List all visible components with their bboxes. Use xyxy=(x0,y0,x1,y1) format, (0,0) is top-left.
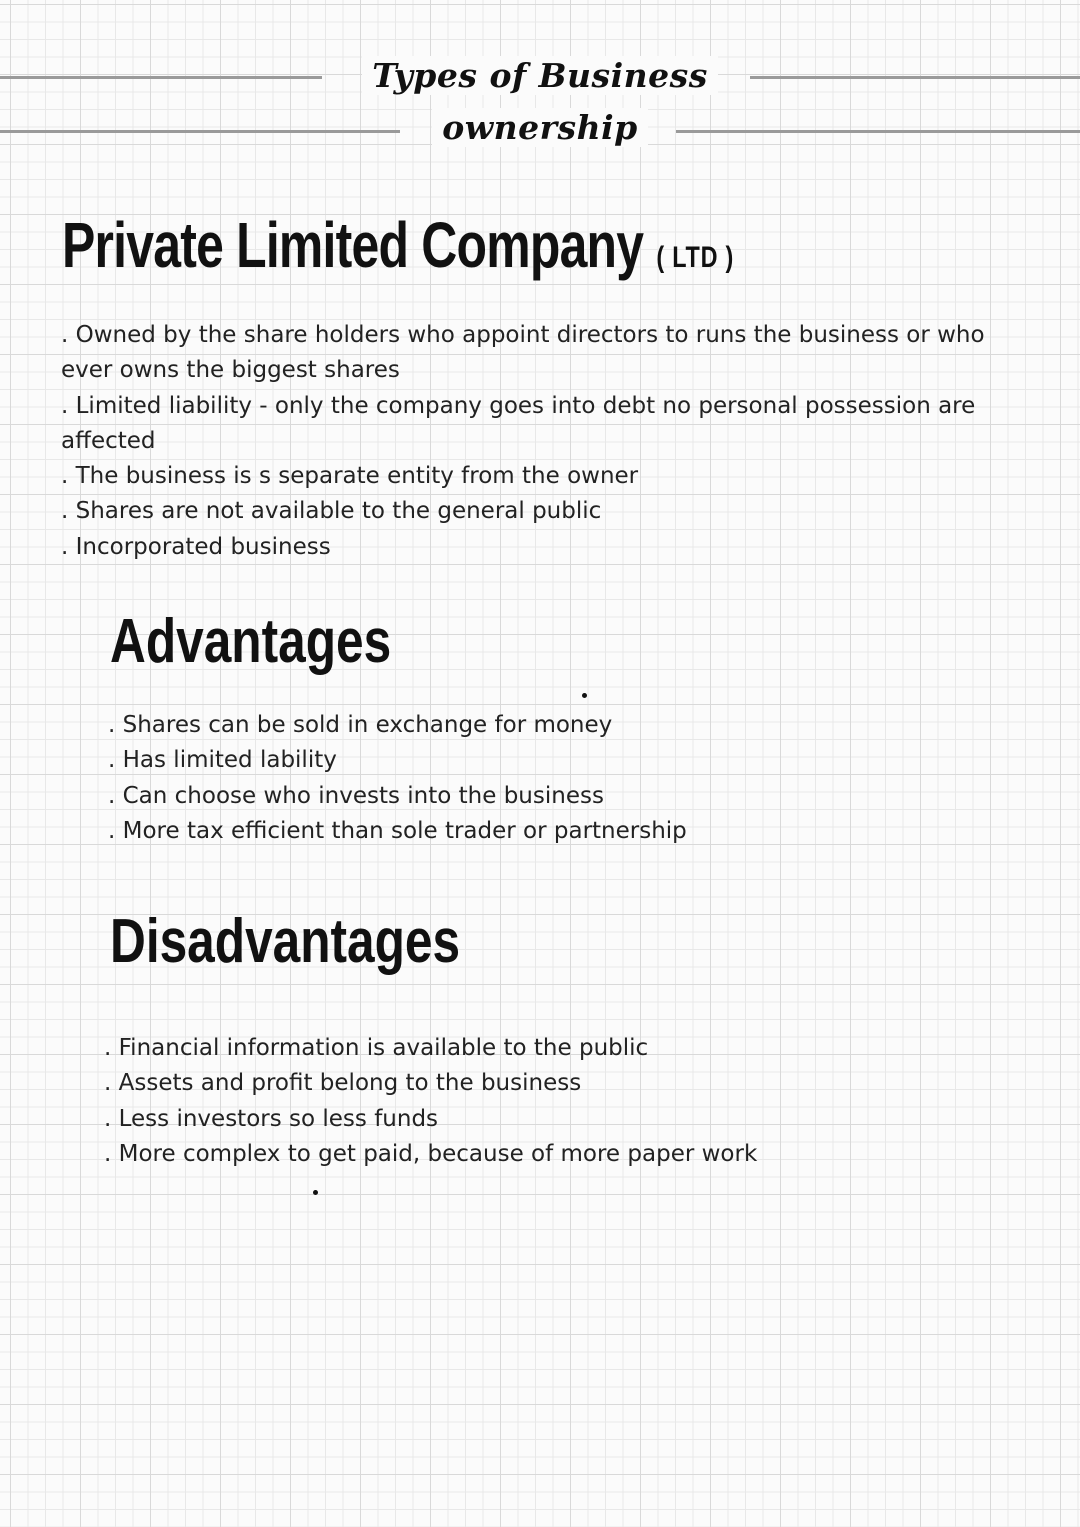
page-title-line2: ownership xyxy=(0,108,1080,147)
page-title-line1: Types of Business xyxy=(0,56,1080,95)
stray-dot xyxy=(313,1190,318,1195)
intro-item: . The business is s separate entity from the owner xyxy=(61,463,639,490)
intro-item: . Owned by the share holders who appoint directors to runs the business or who ever owns the biggest shares xyxy=(61,322,985,384)
intro-list xyxy=(61,318,1036,565)
company-type-title: Private Limited Company xyxy=(62,209,644,281)
disadvantage-item: . Financial information is available to the public xyxy=(104,1035,649,1061)
advantages-heading: Advantages xyxy=(110,607,392,676)
disadvantage-item: . More complex to get paid, because of more paper work xyxy=(104,1140,758,1167)
intro-item: . Limited liability - only the company goes into debt no personal possession are affected xyxy=(61,392,976,454)
advantage-item: . More tax efficient than sole trader or partnership xyxy=(108,817,687,844)
intro-item: . Incorporated business xyxy=(61,533,331,560)
advantage-item: . Has limited lability xyxy=(108,747,337,774)
disadvantages-heading: Disadvantages xyxy=(110,907,461,976)
advantage-item: . Shares can be sold in exchange for money xyxy=(108,712,613,738)
disadvantage-item: . Assets and profit belong to the business xyxy=(104,1070,582,1097)
advantage-item: . Can choose who invests into the business xyxy=(108,782,604,809)
disadvantages-list xyxy=(104,1031,1004,1172)
company-type-heading xyxy=(62,208,734,282)
intro-item: . Shares are not available to the general public xyxy=(61,498,602,525)
disadvantage-item: . Less investors so less funds xyxy=(104,1105,439,1132)
company-type-abbreviation: ( LTD ) xyxy=(656,241,735,274)
stray-dot xyxy=(582,693,587,698)
advantages-list xyxy=(108,708,1008,849)
